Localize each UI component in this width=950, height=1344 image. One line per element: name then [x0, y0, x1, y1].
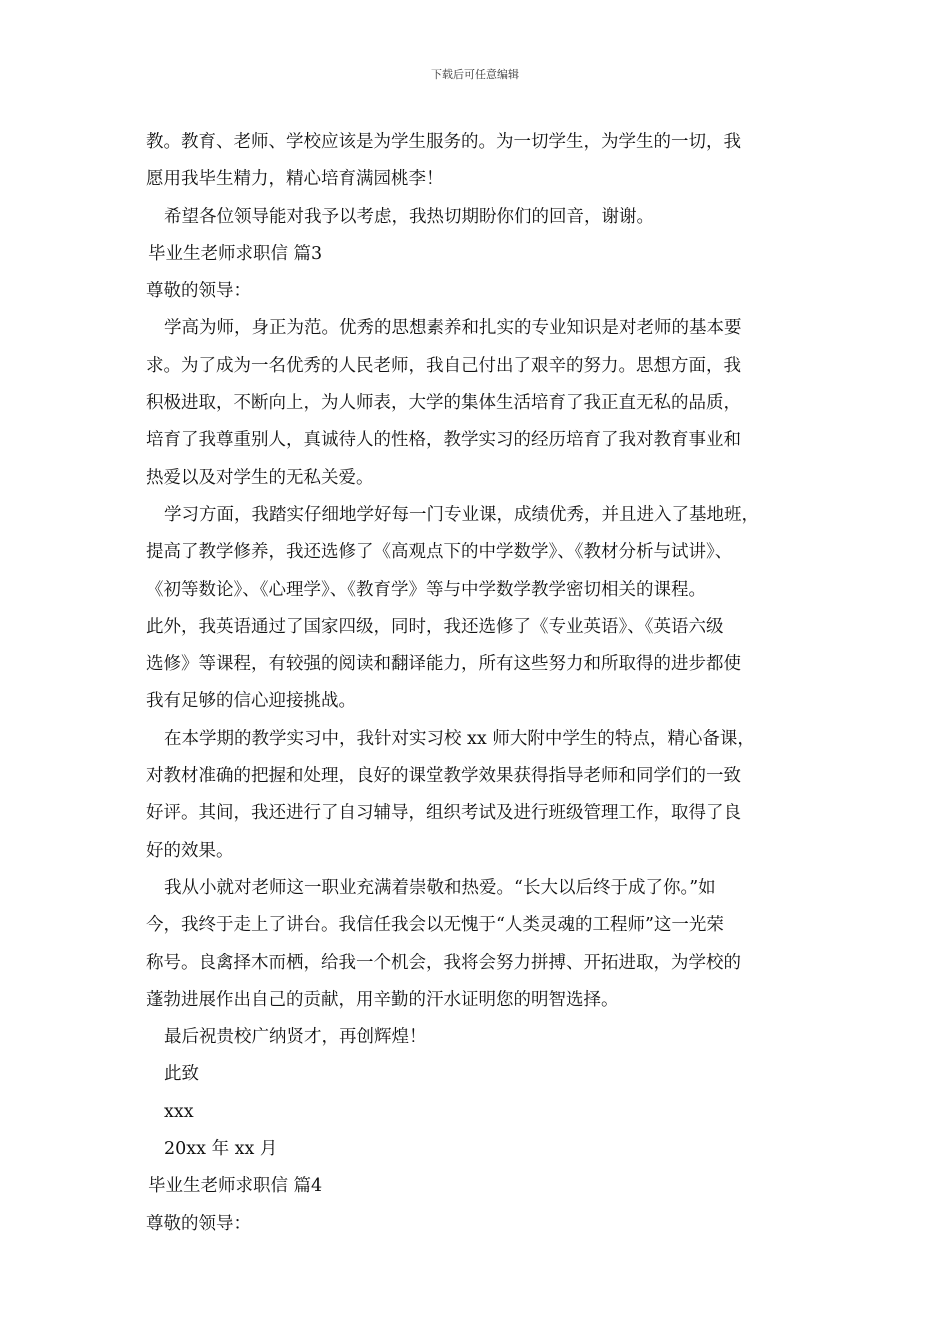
body-line: 培育了我尊重别人，真诚待人的性格，教学实习的经历培育了我对教育事业和 [146, 430, 741, 451]
body-line: 好的效果。 [146, 840, 234, 861]
salutation: 尊敬的领导： [146, 281, 251, 302]
body-line: 愿用我毕生精力，精心培育满园桃李！ [146, 169, 444, 190]
body-line: 此外，我英语通过了国家四级，同时，我还选修了《专业英语》、《英语六级 [146, 616, 724, 637]
body-line: 我有足够的信心迎接挑战。 [146, 691, 356, 712]
body-line: 对教材准确的把握和处理，良好的课堂教学效果获得指导老师和同学们的一致 [146, 766, 741, 787]
salutation: 尊敬的领导： [146, 1213, 251, 1234]
body-line: 提高了教学修养，我还选修了《高观点下的中学数学》、《教材分析与试讲》、 [146, 542, 733, 563]
body-line: 《初等数论》、《心理学》、《教育学》等与中学数学教学密切相关的课程。 [146, 579, 706, 600]
body-line: 蓬勃进展作出自己的贡献，用辛勤的汗水证明您的明智选择。 [146, 989, 619, 1010]
body-line: 积极进取，不断向上，为人师表，大学的集体生活培育了我正直无私的品质， [146, 393, 741, 414]
body-line: 学高为师，身正为范。优秀的思想素养和扎实的专业知识是对老师的基本要 [164, 318, 742, 339]
signature-name: xxx [164, 1101, 194, 1122]
body-line: 学习方面，我踏实仔细地学好每一门专业课，成绩优秀，并且进入了基地班， [164, 504, 759, 525]
body-line: 我从小就对老师这一职业充满着崇敬和热爱。“长大以后终于成了你。”如 [164, 877, 716, 898]
page-header-note: 下载后可任意编辑 [431, 68, 519, 81]
body-line: 求。为了成为一名优秀的人民老师，我自己付出了艰辛的努力。思想方面，我 [146, 355, 741, 376]
closing-salute: 此致 [164, 1064, 199, 1085]
paragraph-closing: 希望各位领导能对我予以考虑，我热切期盼你们的回音，谢谢。 [164, 206, 654, 227]
body-line: 称号。良禽择木而栖，给我一个机会，我将会努力拼搏、开拓进取，为学校的 [146, 952, 741, 973]
body-line: 在本学期的教学实习中，我针对实习校 xx 师大附中学生的特点，精心备课， [164, 728, 755, 749]
section-heading: 毕业生老师求职信 篇4 [148, 1176, 323, 1197]
closing-wish: 最后祝贵校广纳贤才，再创辉煌！ [164, 1027, 427, 1048]
document-body [146, 124, 816, 1243]
body-line: 热爱以及对学生的无私关爱。 [146, 467, 374, 488]
signature-date: 20xx 年 xx 月 [164, 1139, 278, 1160]
body-line: 教。教育、老师、学校应该是为学生服务的。为一切学生，为学生的一切，我 [146, 132, 741, 152]
body-line: 今，我终于走上了讲台。我信任我会以无愧于“人类灵魂的工程师”这一光荣 [146, 915, 724, 936]
section-heading: 毕业生老师求职信 篇3 [148, 243, 323, 264]
body-line: 选修》等课程，有较强的阅读和翻译能力，所有这些努力和所取得的进步都使 [146, 654, 741, 675]
body-line: 好评。其间，我还进行了自习辅导，组织考试及进行班级管理工作，取得了良 [146, 803, 741, 824]
